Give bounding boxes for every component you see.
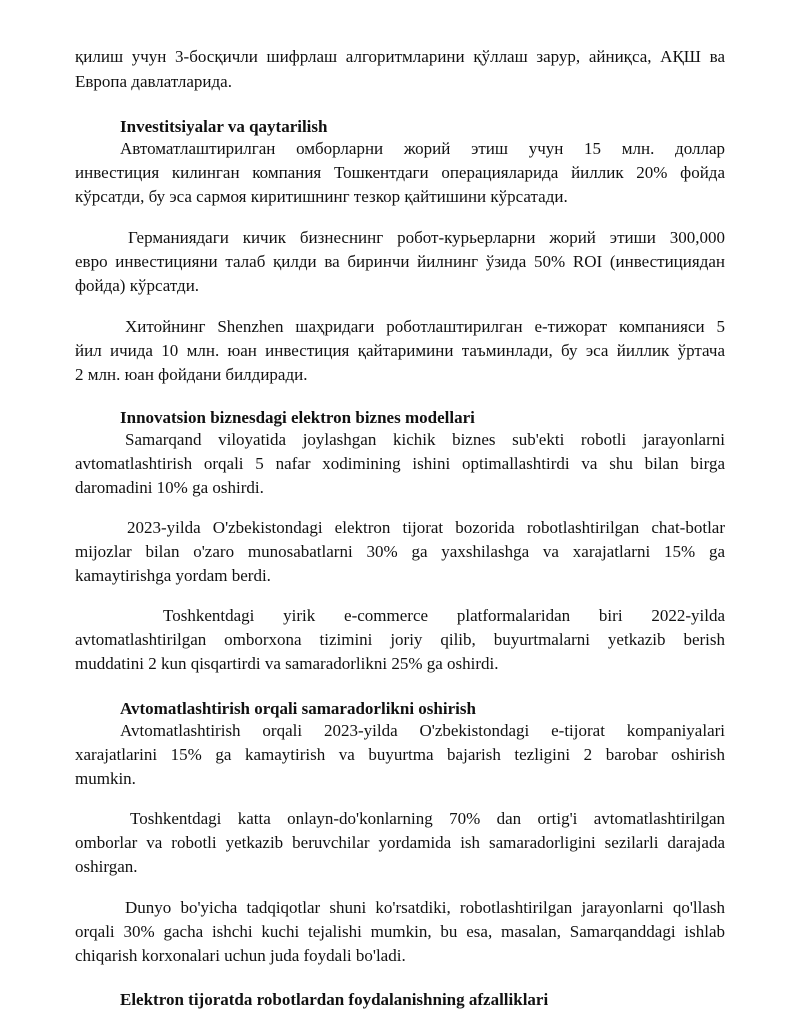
section-heading: Investitsiyalar va qaytarilish [120, 117, 328, 136]
paragraph-line: фойда) кўрсатди. [75, 276, 200, 295]
paragraph-line: daromadini 10% ga oshirdi. [75, 478, 264, 497]
paragraph-line: Toshkentdagi katta onlayn-do'konlarning 70% dan ortig'i avtomatlashtirilgan [130, 809, 725, 828]
paragraph-line: xarajatlarini 15% ga kamaytirish va buyurtma bajarish tezligini 2 barobar oshirish [75, 745, 725, 764]
paragraph-line: Avtomatlashtirish orqali 2023-yilda O'zbekistondagi e-tijorat kompaniyalari [120, 721, 725, 740]
paragraph-line: Dunyo bo'yicha tadqiqotlar shuni ko'rsatdiki, robotlashtirilgan jarayonlarni qo'llash [125, 898, 725, 917]
paragraph-line: muddatini 2 kun qisqartirdi va samaradorlikni 25% ga oshirdi. [75, 654, 499, 673]
paragraph-line: Германиядаги кичик бизнеснинг робот-курьерларни жорий этиши 300,000 [128, 228, 725, 247]
paragraph-line: orqali 30% gacha ishchi kuchi tejalishi mumkin, bu esa, masalan, Samarqanddagi ishlab [75, 922, 725, 941]
paragraph-line: йил ичида 10 млн. юан инвестиция қайтаримини таъминлади, бу эса йиллик ўртача [75, 341, 725, 360]
paragraph-line: қилиш учун 3-босқичли шифрлаш алгоритмларини қўллаш зарур, айниқса, АҚШ ва [75, 47, 725, 66]
paragraph-line: Европа давлатларида. [75, 72, 232, 91]
paragraph-line: oshirgan. [75, 857, 138, 876]
section-heading: Elektron tijoratda robotlardan foydalanishning afzalliklari [120, 990, 549, 1009]
section-heading: Avtomatlashtirish orqali samaradorlikni oshirish [120, 699, 476, 718]
paragraph-line: Samarqand viloyatida joylashgan kichik biznes sub'ekti robotli jarayonlarni [125, 430, 725, 449]
paragraph-line: kamaytirishga yordam berdi. [75, 566, 271, 585]
paragraph-line: mijozlar bilan o'zaro munosabatlarni 30% ga yaxshilashga va xarajatlarni 15% ga [75, 542, 725, 561]
paragraph-line: chiqarish korxonalari uchun juda foydali bo'ladi. [75, 946, 406, 965]
paragraph-line: евро инвестицияни талаб қилди ва биринчи йилнинг ўзида 50% ROI (инвестициядан [75, 252, 725, 271]
paragraph-line: инвестиция килинган компания Тошкентдаги операцияларида йиллик 20% фойда [75, 163, 725, 182]
paragraph-line: 2023-yilda O'zbekistondagi elektron tijorat bozorida robotlashtirilgan chat-botlar [127, 518, 725, 537]
paragraph-line: omborlar va robotli yetkazib beruvchilar yordamida ish samaradorligini sezilarli darajada [75, 833, 725, 852]
paragraph-line: Автоматлаштирилган омборларни жорий этиш учун 15 млн. доллар [120, 139, 725, 158]
paragraph-line: avtomatlashtirilgan omborxona tizimini joriy qilib, buyurtmalarni yetkazib berish [75, 630, 725, 649]
paragraph-line: 2 млн. юан фойдани билдиради. [75, 365, 308, 384]
paragraph-line: кўрсатди, бу эса сармоя киритишнинг тезкор қайтишини кўрсатади. [75, 187, 568, 206]
paragraph-line: Toshkentdagi yirik e-commerce platformalaridan biri 2022-yilda [163, 606, 725, 625]
paragraph-line: avtomatlashtirish orqali 5 nafar xodimining ishini optimallashtirdi va shu bilan birga [75, 454, 725, 473]
paragraph-line: mumkin. [75, 769, 136, 788]
paragraph-line: Хитойнинг Shenzhen шаҳридаги роботлаштирилган е-тижорат компанияси 5 [125, 317, 725, 336]
section-heading: Innovatsion biznesdagi elektron biznes modellari [120, 408, 475, 427]
